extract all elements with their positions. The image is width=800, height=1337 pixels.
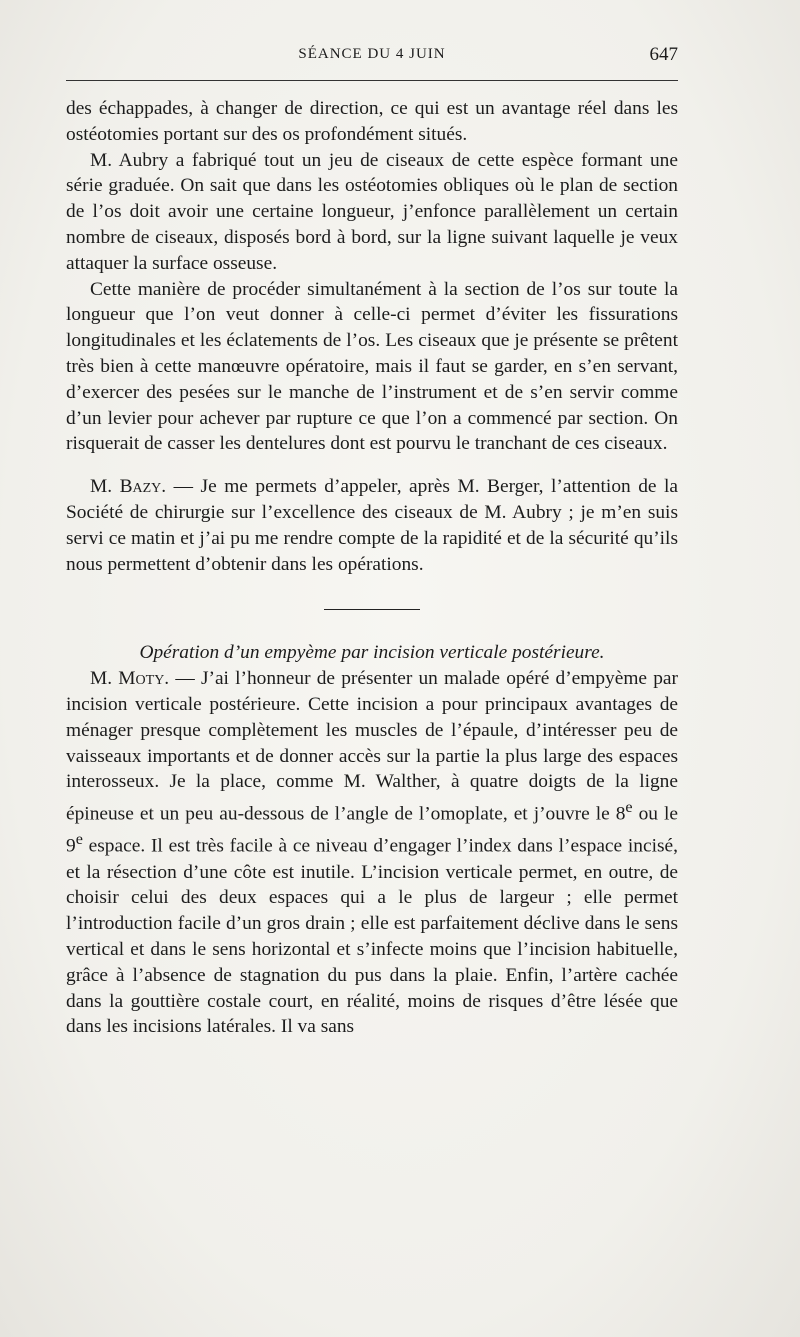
paragraph-aubry-ciseaux: M. Aubry a fabriqué tout un jeu de ciseaux de cette espèce formant une série graduée. On sait que dans les ostéotomies obliques où le plan de section de l’os doit avoir une certaine longueur, j’enfonce parallèlement un certain nombre de ciseaux, disposés bord à bord, sur la ligne suivant laquelle je veux attaquer la surface osseuse. <box>66 149 678 274</box>
running-head: SÉANCE DU 4 JUIN <box>298 46 446 62</box>
paragraph-moty-text-c: espace. Il est très facile à ce niveau d’engager l’index dans l’espace incisé, et la résection d’une côte est inutile. L’incision verticale permet, en outre, de choisir celui des deux espaces qui a le plus de largeur ; elle permet l’introduction facile d’un gros drain ; elle est parfaitement déclive dans le sens vertical et dans le sens horizontal et s’infecte moins que l’incision habituelle, grâce à l’absence de stagnation du pus dans la plaie. Enfin, l’artère cachée dans la gouttière costale court, en réalité, moins de risques d’être lésée que dans les incisions latérales. Il va sans <box>66 835 678 1038</box>
section-title: Opération d’un empyème par incision verticale postérieure. <box>139 642 605 664</box>
page-number: 647 <box>649 44 678 65</box>
paragraph-moty-text-b: ou le 9 <box>66 803 678 857</box>
header-rule <box>66 80 678 81</box>
paragraph-moty <box>66 666 678 1040</box>
superscript-e-2: e <box>75 831 83 849</box>
speaker-bazy: M. Bazy. <box>90 476 167 498</box>
section-separator <box>324 609 420 610</box>
paragraph-bazy <box>66 474 678 577</box>
page-header <box>66 40 678 70</box>
paragraph-gap <box>66 457 678 474</box>
page-body <box>66 96 678 1040</box>
paragraph-moty-text-a: — J’ai l’honneur de présenter un malade opéré d’empyème par incision verticale postérieure. Cette incision a pour principaux avantages de ménager presque complètement les muscles de l’épaule, d’intéresser peu de vaisseaux importants et de donner accès sur la partie la plus large des espaces interosseux. Je la place, comme M. Walther, à quatre doigts de la ligne épineuse et un peu au-dessous de l’angle de l’omoplate, et j’ouvre le 8 <box>66 668 678 825</box>
speaker-moty: M. Moty. <box>90 668 170 690</box>
paragraph-continuation: des échappades, à changer de direction, ce qui est un avantage réel dans les ostéotomies portant sur des os profondément situés. <box>66 98 678 145</box>
superscript-e-1: e <box>625 799 633 817</box>
paragraph-bazy-text: — Je me permets d’appeler, après M. Berger, l’attention de la Société de chirurgie sur l’excellence des ciseaux de M. Aubry ; je m’en suis servi ce matin et j’ai pu me rendre compte de la rapidité et de la sécurité qu’ils nous permettent d’obtenir dans les opérations. <box>66 476 678 575</box>
paragraph-maniere-proceder: Cette manière de procéder simultanément à la section de l’os sur toute la longueur que l’on veut donner à celle-ci permet d’éviter les fissurations longitudinales et les éclatements de l’os. Les ciseaux que je présente se prêtent très bien à cette manœuvre opératoire, mais il faut se garder, en s’en servant, d’exercer des pesées sur le manche de l’instrument et de s’en servir comme d’un levier pour achever par rupture ce que l’on a commencé par section. On risquerait de casser les dentelures dont est pourvu le tranchant de ces ciseaux. <box>66 278 678 455</box>
